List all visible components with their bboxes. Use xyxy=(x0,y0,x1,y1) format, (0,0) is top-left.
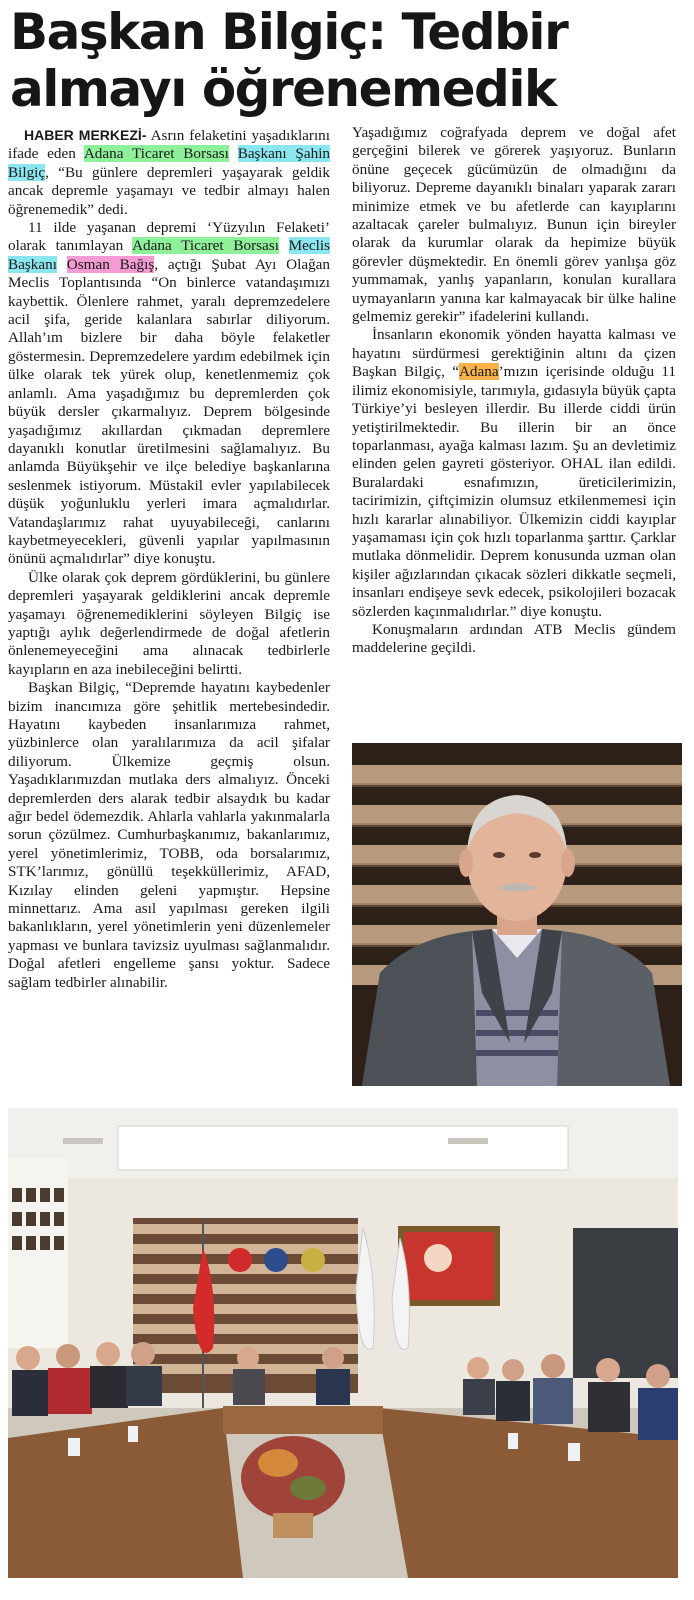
article-right-column xyxy=(352,124,676,658)
highlight-council: Meclis Başkanı xyxy=(8,237,330,273)
portrait-photo xyxy=(352,743,682,1086)
headline-line-1: Başkan Bilgiç: Tedbir xyxy=(10,3,568,61)
paragraph-text: Asrın felaketini yaşadıklarını ifade eden xyxy=(8,127,330,163)
paragraph-text: , açtığı Şubat Ayı Olağan Meclis Toplantısında “On binlerce vatandaşımızı kaybettik. Ölenlere rahmet, yaralı depremzedelere acil şifa, geride kalanlara sabırlar diliyorum. Allah’ım bizlere bir daha böyle felaketler göstermesin. Depremzedelere yardım edebilmek için ülke olarak tek yürek olup, kenetlenmemiz çok anlamlı. Ama yaşadığımız bu depremlerden çok büyük dersler çıkarmalıyız. Deprem bölgesinde yaşadığımız akıllardan çıkmadan depremlere dayanıklı konutlar üretilmesini sağlamalıyız. Bu anlamda Büyükşehir ve ilçe belediye başkanlarına seslenmek istiyorum. Müstakil evler yapılabilecek düşük yoğunluklu yerleri imara açmalıdırlar. Vatandaşlarımız rahat uyuyabileceği, canlarını kaybetmeyecekleri, güvenli yapılar yapılmasının önünü açmalıdırlar” diye konuştu. xyxy=(8,255,331,568)
paragraph-2 xyxy=(8,219,330,569)
meeting-photo xyxy=(8,1108,678,1578)
highlight-president: Başkanı Şahin Bilgiç xyxy=(8,145,331,181)
highlight-org: Adana Ticaret Borsası xyxy=(83,145,229,163)
highlight-city: Adana xyxy=(458,363,499,381)
paragraph-text: İnsanların ekonomik yönden hayatta kalması ve hayatını sürdürmesi gerektiğinin altını da çizen Başkan Bilgiç, “ xyxy=(352,326,676,381)
paragraph-5: Yaşadığımız coğrafyada deprem ve doğal afet gerçeğini bilerek ve görerek yaşıyoruz. Bunların önüne geçecek gücümüzün de olmadığını da biliyoruz. Depreme dayanıklı binaları yaparak zararı minimize etmek ve bu afetlerde can kayıplarını azaltacak çareler bulmalıyız. Bunun için bireyler olarak da kurumlar olarak da hepimize büyük görevler düşmektedir. En önemli görev yanlışa göz yummamak, yanlış yapanların, konulan kurallara uymayanların yanına kar kalmayacak bir ülke haline gelmemiz gerekir” ifadelerini kullandı. xyxy=(352,124,676,326)
paragraph-3: Ülke olarak çok deprem gördüklerini, bu günlere depremleri yaşayarak geldiklerini ancak depremle yaşamayı öğrenemediklerini söyleyen Bilgiç ise yaptığı aylık değerlendirmede de doğal afetlerin önlenemeyeceğini ama alınacak tedbirlerle kayıpların en aza inebileceğini belirtti. xyxy=(8,568,330,678)
paragraph-6 xyxy=(352,326,676,621)
headline xyxy=(10,4,684,118)
paragraph-text: , “Bu günlere depremleri yaşayarak geldik ancak depremle yaşamayı ve tedbir almayı halen öğrenemedik” dedi. xyxy=(8,163,330,218)
portrait-illustration xyxy=(352,743,682,1086)
meeting-illustration xyxy=(8,1108,678,1578)
byline: HABER MERKEZİ- xyxy=(24,127,147,143)
paragraph-intro xyxy=(8,126,330,219)
paragraph-4: Başkan Bilgiç, “Depremde hayatını kaybedenler bizim inancımıza göre şehitlik mertebesindedir. Hayatını kaybeden insanlarımıza rahmet, yüzbinlerce olan yaralılarımıza da acil şifalar diliyorum. Ülkemize geçmiş olsun. Yaşadıklarımızdan mutlaka ders almalıyız. Önceki depremlerden ders alarak tedbir alsaydık bu kadar ağır bedel ödemezdik. Ahlarla vahlarla yakınmalarla sorun çözülmez. Cumhurbaşkanımız, bakanlarımız, yerel yönetimlerimiz, TOBB, oda borsalarımız, STK’larımız, gönüllü teşekküllerimiz, AFAD, Kızılay elinden geleni yapmıştır. Hepsine minnettarız. Ama asıl yapılması gereken ilgili bakanlıkların, yerel yönetimlerin yeni düzenlemeler yapması ve bunlara tavizsiz uyulması sağlanmalıdır. Doğal afetleri engelleme şansı yoktur. Sadece sağlam tedbirler alınabilir. xyxy=(8,679,330,991)
paragraph-text: 11 ilde yaşanan depremi ‘Yüzyılın Felaketi’ olarak tanımlayan xyxy=(8,219,330,255)
paragraph-text: ’mızın içerisinde olduğu 11 ilimiz ekonomisiyle, tarımıyla, gıdasıyla büyük çapta Türkiye’yi besleyen illerdir. Bu illerde ciddi ürün yetiştirilmektedir. Bu illerin bir an önce toparlanması, ayağa kalması lazım. Şu an devletimiz elinden gelen gayreti gösteriyor. OHAL ilan edildi. Buralardaki esnafımızın, üreticilerimizin, tacirimizin, çiftçimizin olumsuz etkilenmemesi için hızlı kararlar alınabiliyor. Ülkemizin ciddi kayıplar yaşamaması için çok hızlı toparlanma şarttır. Çarklar mutlaka dönmelidir. Deprem konusunda uzman olan kişiler ağızlarından çıkacak sözleri dikkatle seçmeli, insanları endişeye sevk edecek, psikolojileri bozacak sözlerden kaçınmalıdırlar.” diye konuştu. xyxy=(352,363,676,620)
highlight-org-2: Adana Ticaret Borsası xyxy=(132,237,279,255)
article-left-column xyxy=(8,126,330,992)
highlight-council-name: Osman Bağış xyxy=(66,255,155,273)
paragraph-7: Konuşmaların ardından ATB Meclis gündem maddelerine geçildi. xyxy=(352,620,676,657)
headline-line-2: almayı öğrenemedik xyxy=(10,60,556,118)
